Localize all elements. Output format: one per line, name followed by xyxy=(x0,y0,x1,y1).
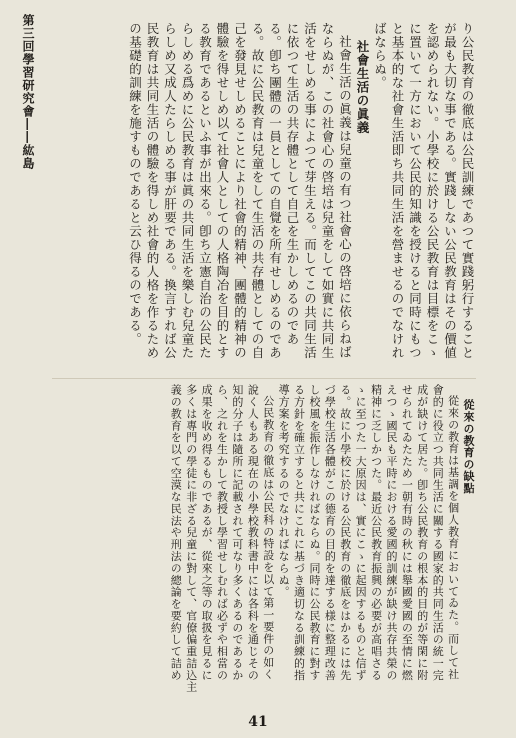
text-column: 義の教育を以て空漠な民法や刑法の總論を要約して詰め xyxy=(169,384,183,681)
text-column: ばならぬ。 xyxy=(372,22,388,90)
text-column: る教育であるといふ事が出來る。卽ち立憲自治の公民た xyxy=(197,22,213,360)
text-column: 民教育は共同生活の體驗を得しめ社會的人格を作るため xyxy=(145,22,160,360)
text-column: 活をせしめる事によつて芽生える。而してこの共同生活 xyxy=(302,22,318,360)
text-column: ゝに至つた一大原因は、實にこゝに起因するものと信ず xyxy=(354,384,368,681)
block-divider xyxy=(52,378,476,379)
text-column: 公民教育の徹底は公民科の特設を以て第一要件の如く xyxy=(261,395,275,681)
text-column: に置いて一方において公民的知識を授けると同時にもつ xyxy=(407,22,423,360)
text-column: 成が缺けて居た。卽ち公民教育の根本的目的が等閑に附 xyxy=(415,384,429,681)
text-column: えつゝ國民も平時における愛國的訓練が缺け共存共榮の xyxy=(384,384,398,681)
running-head: 第三回學習研究會――紘島 xyxy=(21,14,35,170)
text-column: が最も大切な事である。實踐しない公民教育はその價値 xyxy=(442,22,458,360)
text-column: り公民教育の徹底は公民訓練であつて實踐躬行すること xyxy=(460,22,475,360)
page-number: 41 xyxy=(248,714,268,730)
text-column: 成果を收め得るものであるが、從來之等の取扱を見るに xyxy=(200,384,214,681)
text-column: の基礎的訓練を施すものであると云ひ得るのである。 xyxy=(127,22,143,346)
text-column: を認められない。小學校に於ける公民教育は目標をこゝ xyxy=(425,22,440,360)
text-column: る。故に公民教育は兒童をして生活の共存體としての自 xyxy=(250,22,265,360)
text-column: 精神に乏しかつた。最近公民教育振興の必要が高唱さる xyxy=(369,384,383,681)
text-column: 多くは專門の學徒に非ざる兒童に對して、官僚偏重詰込主 xyxy=(184,384,198,693)
top-text-block xyxy=(36,22,476,372)
text-column: 社會生活の眞義は兒童の有つ社會心の啓培に依らねば xyxy=(337,34,353,359)
text-column: ならぬが、この社會心の啓培は兒童をして如實に共同生 xyxy=(320,22,335,360)
text-column: ら、之れを生かして教授し學習せしむれば必ずや相當の xyxy=(215,384,229,681)
text-column: 從來の教育は基調を個人教育においてゐた。而して社 xyxy=(446,395,460,681)
text-column: 說く人もある現在の小學校教科書中には各科を通じその xyxy=(246,384,260,681)
text-column: と基本的な社會生活即ち共同生活を營ませるのでなけれ xyxy=(390,22,405,360)
text-column: せられてゐたため一朝有時の秋には舉國愛國の至情に燃 xyxy=(400,384,414,681)
text-column: に依つて生活の共存體として自己を生かしめるのであ xyxy=(285,22,300,346)
text-column: 導方案を考究するのでなければならぬ。 xyxy=(277,384,291,598)
text-column: らしめ又成人たらしめる事が肝要である。換言すれば公 xyxy=(162,22,178,360)
section-heading: 從來の教育の缺點 xyxy=(462,399,475,495)
text-column: 知的分子は隨所に記載されて可なり多くあるのであるか xyxy=(230,384,244,681)
text-column: る。故に小學校に於ける公民教育の徹底をはかるには先 xyxy=(338,384,352,681)
text-column: る方針を確立すると共にこれに基づき適切なる訓練的指 xyxy=(292,384,306,681)
text-column: づ學校生活各體がこの德育の目的を達する様に整理改善 xyxy=(323,384,337,681)
text-column: し校風を振作しなければならぬ。同時に公民教育に對す xyxy=(307,384,321,681)
section-heading: 社會生活の眞義 xyxy=(355,39,370,134)
text-column: 己を發見せしめることにより社會的精神、團體的精神の xyxy=(232,22,248,360)
bottom-text-block xyxy=(36,384,476,706)
text-column: る。卽ち團體の一員としての自覺を所有せしめるのであ xyxy=(267,22,283,360)
text-column: 會的に役立つ共同生活に關する國家的共同生活の統一完 xyxy=(431,384,445,681)
text-column: 體驗を得せしめ以て社會人としての人格陶冶を目的とす xyxy=(215,22,230,360)
text-column: らしめる爲めに公民教育は眞の共同生活を樂しむ兒童た xyxy=(180,22,195,360)
